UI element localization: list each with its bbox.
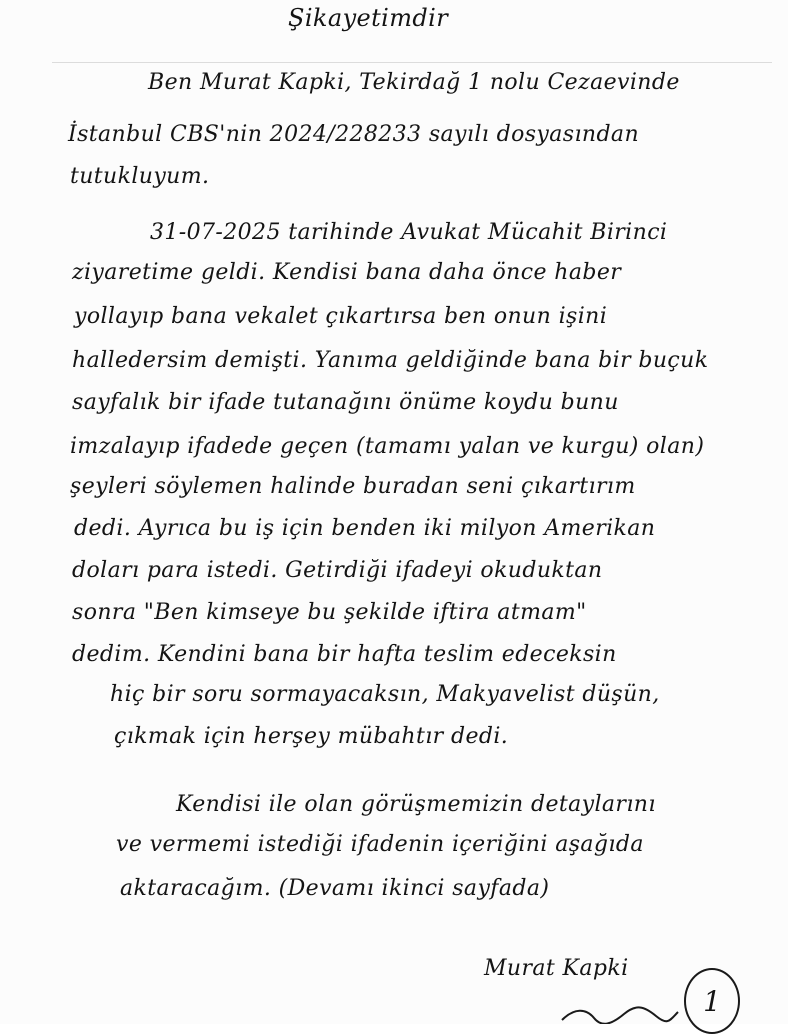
letter-line: ve vermemi istediği ifadenin içeriğini aşağıda — [116, 832, 644, 857]
signature-scribble-icon — [560, 1006, 680, 1024]
letter-line: çıkmak için herşey mübahtır dedi. — [114, 724, 509, 749]
letter-line: İstanbul CBS'nin 2024/228233 sayılı dosyasından — [68, 122, 640, 147]
letter-line: dedim. Kendini bana bir hafta teslim edeceksin — [72, 642, 617, 667]
letter-line: tutukluyum. — [70, 164, 210, 189]
letter-line: Kendisi ile olan görüşmemizin detaylarını — [176, 792, 656, 817]
letter-line: Ben Murat Kapki, Tekirdağ 1 nolu Cezaevinde — [148, 70, 680, 95]
letter-line: sonra "Ben kimseye bu şekilde iftira atmam" — [72, 600, 587, 625]
letter-line: şeyleri söylemen halinde buradan seni çıkartırım — [70, 474, 636, 499]
page-number-badge — [684, 968, 740, 1034]
letter-line: dedi. Ayrıca bu iş için benden iki milyon Amerikan — [74, 516, 656, 541]
letter-line: ziyaretime geldi. Kendisi bana daha önce haber — [72, 260, 622, 285]
letter-line: yollayıp bana vekalet çıkartırsa ben onun işini — [74, 304, 608, 329]
letter-line: halledersim demişti. Yanıma geldiğinde bana bir buçuk — [72, 348, 709, 373]
letter-line: 31-07-2025 tarihinde Avukat Mücahit Birinci — [150, 220, 668, 245]
letter-title: Şikayetimdir — [288, 4, 449, 32]
letter-line: doları para istedi. Getirdiği ifadeyi okuduktan — [72, 558, 603, 583]
page-number: 1 — [703, 984, 721, 1018]
letter-line: imzalayıp ifadede geçen (tamamı yalan ve kurgu) olan) — [70, 434, 705, 459]
letter-line: hiç bir soru sormayacaksın, Makyavelist düşün, — [110, 682, 660, 707]
signature-name: Murat Kapki — [484, 956, 629, 981]
letter-line: sayfalık bir ifade tutanağını önüme koydu bunu — [72, 390, 619, 415]
rule-line — [52, 62, 772, 63]
letter-line: aktaracağım. (Devamı ikinci sayfada) — [120, 876, 550, 901]
